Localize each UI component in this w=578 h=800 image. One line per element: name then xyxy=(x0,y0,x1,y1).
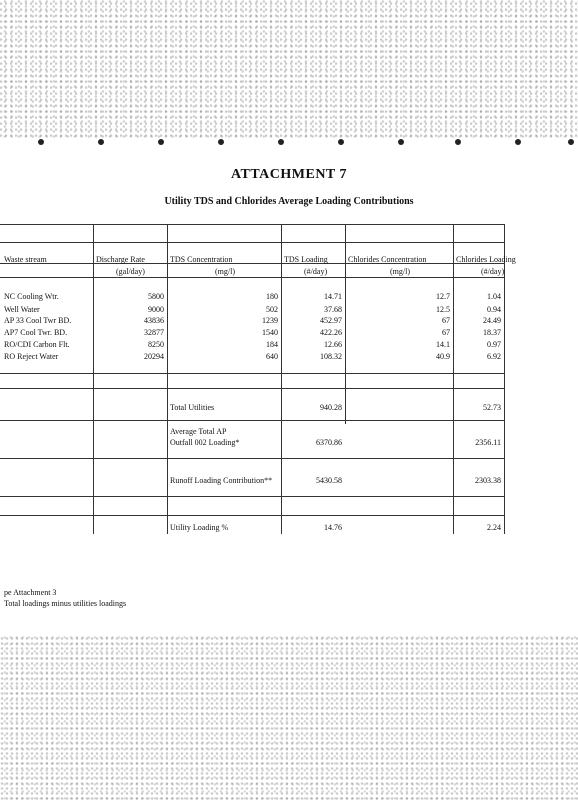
utility-pct-cl: 2.24 xyxy=(487,523,501,532)
runoff-label: Runoff Loading Contribution** xyxy=(170,476,273,485)
cell-tds-conc: 1239 xyxy=(262,316,278,325)
total-utilities-cl: 52.73 xyxy=(483,403,501,412)
cell-cl-load: 0.97 xyxy=(487,340,501,349)
cell-tds-conc: 502 xyxy=(266,305,278,314)
utility-pct-tds: 14.76 xyxy=(324,523,342,532)
col-header-tds-conc: TDS Concentration xyxy=(170,255,233,264)
table-rule xyxy=(167,224,168,534)
cell-cl-conc: 67 xyxy=(442,316,450,325)
cell-stream: Well Water xyxy=(4,305,40,314)
table-rule xyxy=(504,224,505,534)
avg-total-cl: 2356.11 xyxy=(475,438,501,447)
col-header-tds-load: TDS Loading xyxy=(284,255,328,264)
cell-rate: 43836 xyxy=(144,316,164,325)
col-header-cl-conc: Chlorides Concentration xyxy=(348,255,427,264)
table-rule xyxy=(453,224,454,534)
cell-tds-load: 37.68 xyxy=(324,305,342,314)
cell-cl-load: 18.37 xyxy=(483,328,501,337)
cell-tds-load: 12.66 xyxy=(324,340,342,349)
cell-stream: RO Reject Water xyxy=(4,352,59,361)
table-rule xyxy=(0,277,505,278)
runoff-cl: 2303.38 xyxy=(475,476,501,485)
binder-hole xyxy=(568,139,574,145)
cell-tds-conc: 640 xyxy=(266,352,278,361)
utility-pct-label: Utility Loading % xyxy=(170,523,229,532)
cell-tds-load: 422.26 xyxy=(320,328,342,337)
cell-stream: AP7 Cool Twr. BD. xyxy=(4,328,68,337)
col-unit-rate: (gal/day) xyxy=(116,267,145,276)
cell-stream: RO/CDI Carbon Flt. xyxy=(4,340,70,349)
table-rule xyxy=(0,263,505,264)
cell-rate: 32877 xyxy=(144,328,164,337)
col-header-rate: Discharge Rate xyxy=(96,255,145,264)
col-unit-cl-conc: (mg/l) xyxy=(390,267,410,276)
binder-hole xyxy=(38,139,44,145)
cell-cl-load: 0.94 xyxy=(487,305,501,314)
avg-total-tds: 6370.86 xyxy=(316,438,342,447)
cell-tds-conc: 1540 xyxy=(262,328,278,337)
cell-rate: 20294 xyxy=(144,352,164,361)
total-utilities-tds: 940.28 xyxy=(320,403,342,412)
document-title: ATTACHMENT 7 xyxy=(230,167,348,182)
cell-tds-load: 14.71 xyxy=(324,292,342,301)
binder-hole xyxy=(398,139,404,145)
avg-total-label-1: Average Total AP xyxy=(170,427,227,436)
cell-cl-conc: 14.1 xyxy=(436,340,450,349)
table-rule xyxy=(0,242,505,243)
binder-hole xyxy=(158,139,164,145)
cell-tds-conc: 180 xyxy=(266,292,278,301)
avg-total-label-2: Outfall 002 Loading* xyxy=(170,438,240,447)
binder-hole xyxy=(98,139,104,145)
binder-hole xyxy=(515,139,521,145)
col-unit-tds-conc: (mg/l) xyxy=(215,267,235,276)
cell-cl-conc: 12.5 xyxy=(436,305,450,314)
cell-stream: NC Cooling Wtr. xyxy=(4,292,59,301)
runoff-tds: 5430.58 xyxy=(316,476,342,485)
col-unit-tds-load: (#/day) xyxy=(304,267,328,276)
cell-tds-load: 452.97 xyxy=(320,316,342,325)
col-header-stream: Waste stream xyxy=(4,255,47,264)
scan-noise-bottom xyxy=(0,636,578,800)
total-utilities-label: Total Utilities xyxy=(170,403,215,412)
cell-rate: 5800 xyxy=(148,292,164,301)
cell-cl-conc: 12.7 xyxy=(436,292,450,301)
cell-cl-load: 6.92 xyxy=(487,352,501,361)
cell-rate: 8250 xyxy=(148,340,164,349)
table-rule xyxy=(0,373,505,374)
scan-noise-top xyxy=(0,0,578,138)
table-rule xyxy=(0,224,505,225)
col-header-cl-load: Chlorides Loading xyxy=(456,255,516,264)
table-rule xyxy=(281,224,282,534)
binder-hole xyxy=(218,139,224,145)
binder-hole xyxy=(338,139,344,145)
binder-hole xyxy=(455,139,461,145)
col-unit-cl-load: (#/day) xyxy=(481,267,505,276)
table-rule xyxy=(0,388,505,389)
document-subtitle: Utility TDS and Chlorides Average Loading Contributions xyxy=(164,196,414,207)
cell-tds-load: 108.32 xyxy=(320,352,342,361)
cell-rate: 9000 xyxy=(148,305,164,314)
table-rule xyxy=(93,224,94,534)
table-rule xyxy=(345,224,346,424)
binder-holes xyxy=(0,139,578,149)
cell-cl-load: 24.49 xyxy=(483,316,501,325)
table-rule xyxy=(0,515,505,516)
cell-cl-load: 1.04 xyxy=(487,292,501,301)
table-rule xyxy=(0,458,505,459)
table-rule xyxy=(0,420,505,421)
cell-cl-conc: 67 xyxy=(442,328,450,337)
cell-stream: AP 33 Cool Twr BD. xyxy=(4,316,72,325)
footnote-1: pe Attachment 3 xyxy=(4,588,57,597)
table-rule xyxy=(0,496,505,497)
cell-tds-conc: 184 xyxy=(266,340,278,349)
cell-cl-conc: 40.9 xyxy=(436,352,450,361)
footnote-2: Total loadings minus utilities loadings xyxy=(4,599,127,608)
binder-hole xyxy=(278,139,284,145)
